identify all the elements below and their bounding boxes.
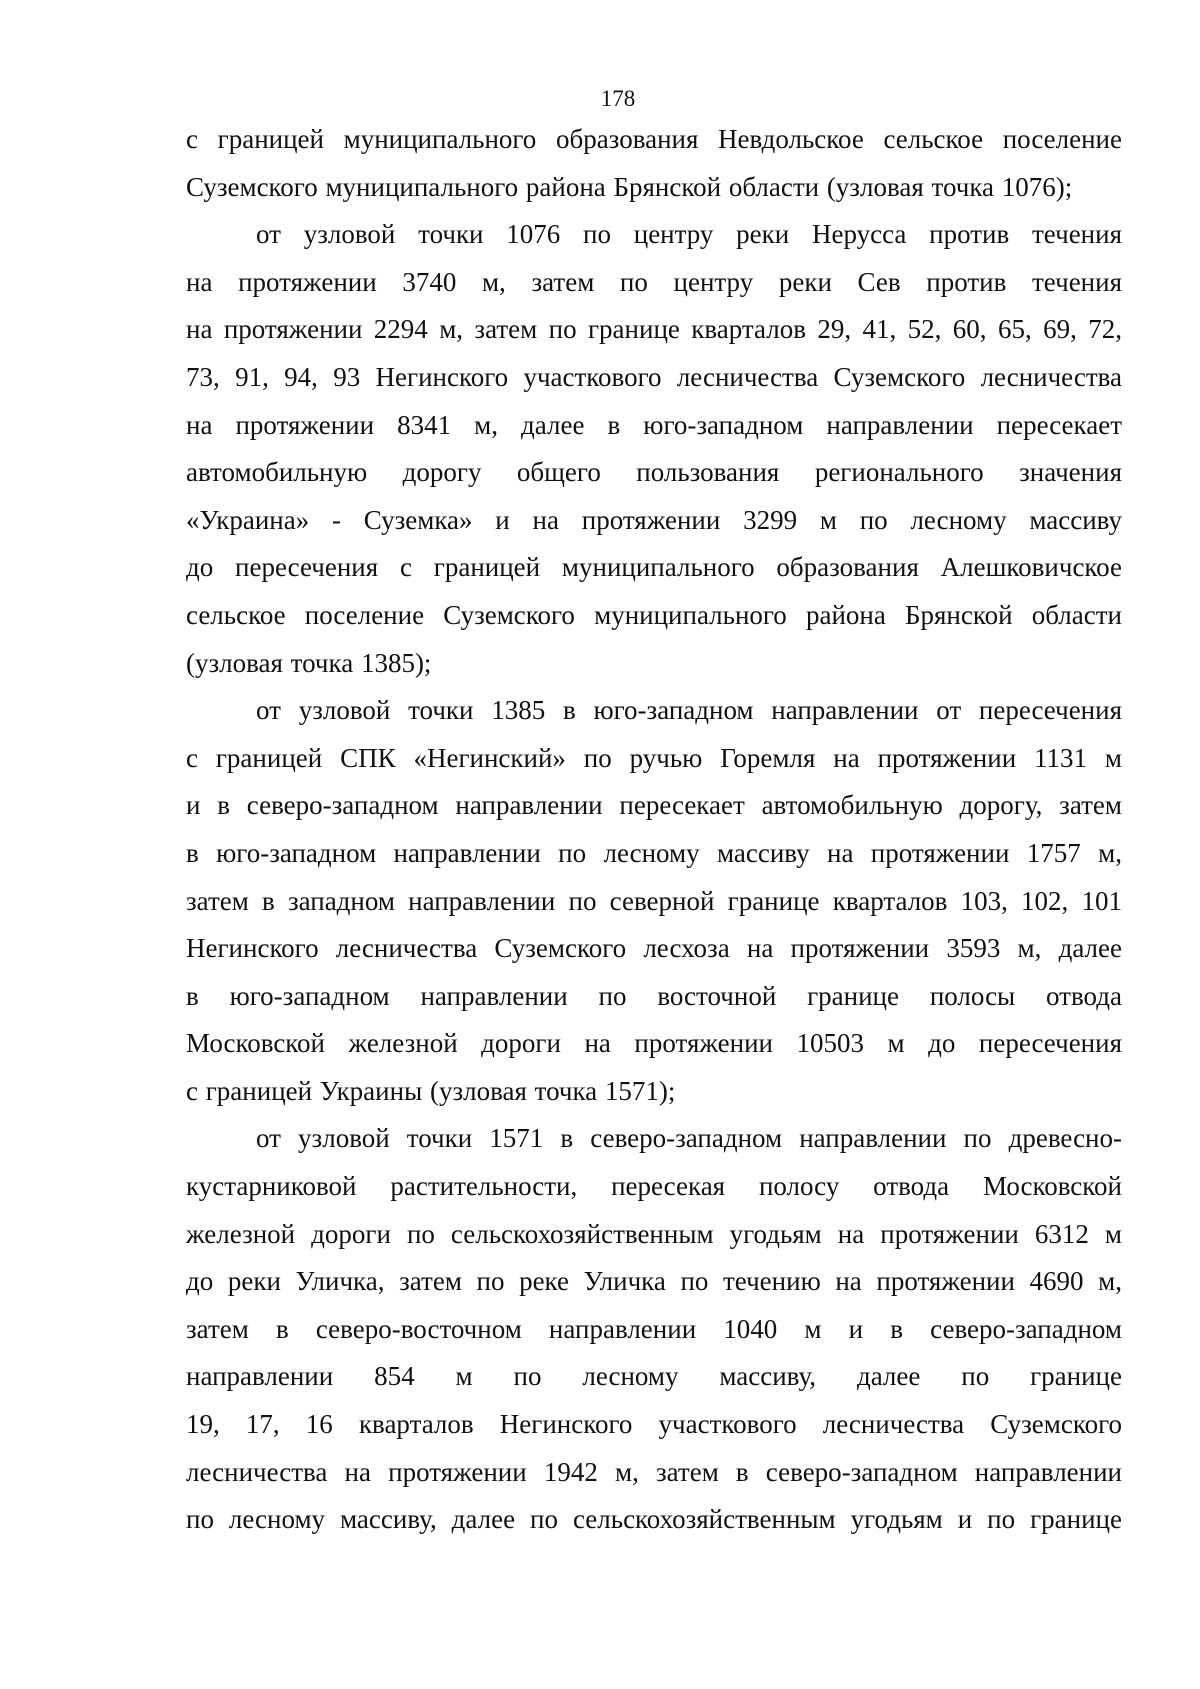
- text-line: железной дороги по сельскохозяйственным угодьям на протяжении 6312 м: [186, 1218, 1122, 1249]
- paragraph-1: [186, 116, 1122, 211]
- text-line: до реки Уличка, затем по реке Уличка по течению на протяжении 4690 м,: [186, 1266, 1122, 1297]
- text-line: на протяжении 8341 м, далее в юго-западном направлении пересекает: [186, 409, 1122, 440]
- text-line: 19, 17, 16 кварталов Негинского участкового лесничества Суземского: [186, 1409, 1122, 1440]
- text-line: сельское поселение Суземского муниципального района Брянской области: [186, 599, 1122, 630]
- text-line: Суземского муниципального района Брянской области (узловая точка 1076);: [186, 171, 1073, 202]
- text-line: от узловой точки 1385 в юго-западном направлении от пересечения: [256, 695, 1122, 726]
- text-line: «Украина» - Суземка» и на протяжении 3299 м по лесному массиву: [186, 504, 1122, 535]
- text-line: затем в западном направлении по северной границе кварталов 103, 102, 101: [186, 885, 1122, 916]
- text-line: направлении 854 м по лесному массиву, далее по границе: [186, 1361, 1122, 1392]
- text-line: Негинского лесничества Суземского лесхоза на протяжении 3593 м, далее: [186, 933, 1122, 964]
- text-line: по лесному массиву, далее по сельскохозяйственным угодьям и по границе: [186, 1504, 1122, 1535]
- text-line: 73, 91, 94, 93 Негинского участкового лесничества Суземского лесничества: [186, 361, 1122, 392]
- text-line: автомобильную дорогу общего пользования регионального значения: [186, 457, 1122, 488]
- text-line: с границей Украины (узловая точка 1571);: [186, 1075, 676, 1106]
- page-number: 178: [600, 86, 636, 111]
- text-line: до пересечения с границей муниципального образования Алешковичское: [186, 552, 1122, 583]
- text-line: в юго-западном направлении по лесному массиву на протяжении 1757 м,: [186, 837, 1122, 868]
- text-line: кустарниковой растительности, пересекая полосу отвода Московской: [186, 1171, 1122, 1202]
- text-line: с границей СПК «Негинский» по ручью Горемля на протяжении 1131 м: [186, 742, 1122, 773]
- text-line: на протяжении 3740 м, затем по центру реки Сев против течения: [186, 266, 1122, 297]
- text-line: затем в северо-восточном направлении 1040 м и в северо-западном: [186, 1313, 1122, 1344]
- paragraph-4: [186, 1115, 1122, 1543]
- paragraph-3: [186, 687, 1122, 1115]
- text-line: в юго-западном направлении по восточной границе полосы отвода: [186, 980, 1122, 1011]
- document-body: [186, 116, 1122, 1544]
- text-line: Московской железной дороги на протяжении 10503 м до пересечения: [186, 1028, 1122, 1059]
- text-line: от узловой точки 1076 по центру реки Нерусса против течения: [256, 219, 1122, 250]
- text-line: на протяжении 2294 м, затем по границе кварталов 29, 41, 52, 60, 65, 69, 72,: [186, 314, 1122, 345]
- text-line: с границей муниципального образования Невдольское сельское поселение: [186, 124, 1122, 154]
- text-line: от узловой точки 1571 в северо-западном направлении по древесно-: [256, 1123, 1122, 1154]
- text-line: и в северо-западном направлении пересекает автомобильную дорогу, затем: [186, 790, 1122, 821]
- paragraph-2: [186, 211, 1122, 687]
- text-line: (узловая точка 1385);: [186, 647, 432, 678]
- text-line: лесничества на протяжении 1942 м, затем в северо-западном направлении: [186, 1456, 1122, 1487]
